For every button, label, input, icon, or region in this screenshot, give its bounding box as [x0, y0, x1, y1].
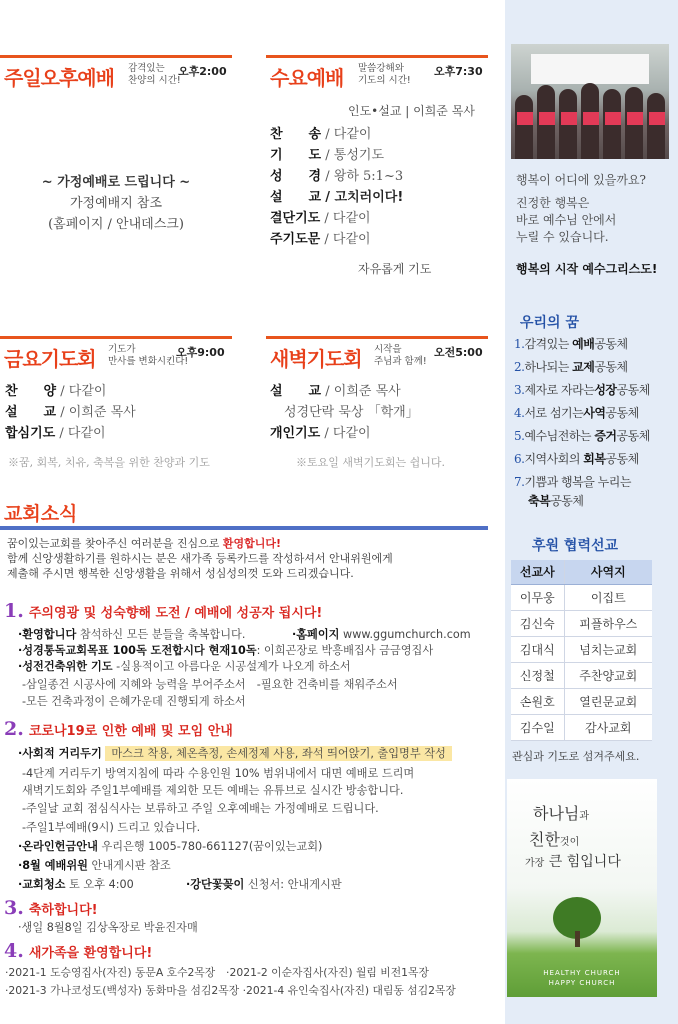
column-header: 사역지 [564, 560, 652, 584]
dream-item [514, 405, 639, 422]
order-value: / 통성기도 [325, 148, 385, 163]
news-item [18, 858, 171, 873]
order-label: 합심기도 [5, 426, 56, 441]
item-text: 우리은행 1005-780-661127(꿈이있는교회) [97, 840, 323, 853]
news-item: ·생일 8월8일 김상옥장로 박윤진자매 [18, 921, 198, 934]
poster-word: 큰 힘입니다 [548, 854, 621, 870]
photo-gift [605, 112, 621, 125]
divider [266, 336, 488, 339]
dream-item [514, 474, 631, 491]
cell: 주찬양교회 [564, 662, 652, 688]
dream-item [514, 428, 650, 445]
photo-gift [649, 112, 665, 125]
sunday-time: 오후2:00 [178, 65, 227, 78]
dream-keyword: 축복 [528, 494, 551, 508]
dream-title: 우리의 꿈 [520, 315, 579, 331]
poster-particle: 가장 [525, 858, 545, 869]
prayer-request: 관심과 기도로 섬겨주세요. [512, 750, 640, 763]
photo-person [647, 93, 665, 159]
order-label: 기 도 [270, 148, 322, 163]
dream-keyword: 성장 [594, 383, 617, 397]
photo-gift [517, 112, 533, 125]
dawn-order [270, 381, 419, 444]
item-label: ·홈페이지 [292, 628, 340, 641]
poster-caption: HEALTHY CHURCH [543, 969, 621, 977]
section-number: 4. [4, 940, 24, 962]
dawn-note: ※토요일 새벽기도회는 쉽니다. [296, 456, 446, 469]
news-item [18, 839, 322, 854]
dream-text: 감격있는 [524, 337, 573, 351]
table-row [511, 610, 652, 636]
order-value: / 이희준 목사 [325, 384, 401, 399]
order-value: / 다같이 [60, 384, 107, 399]
photo-gift [583, 112, 599, 125]
dream-text: 서로 섬기는 [524, 406, 584, 420]
dream-number: 2. [514, 360, 525, 374]
item-label: ·환영합니다 [18, 628, 77, 641]
sunday-subtitle: 감격있는 찬양의 시간! [128, 63, 181, 86]
dream-text: 예수님전하는 [524, 429, 595, 443]
news-item: -4단계 거리두기 방역지침에 따라 수용인원 10% 범위내에서 대면 예배로 드리며 [22, 767, 415, 780]
friday-note: ※꿈, 회복, 치유, 축복을 위한 찬양과 기도 [8, 456, 210, 469]
dream-text: 공동체 [605, 406, 639, 420]
news-item: 새벽기도회와 주일1부예배를 제외한 모든 예배는 유튜브로 실시간 방송합니다. [22, 784, 404, 797]
cell: 열린문교회 [564, 688, 652, 714]
poster-word: 친한 [529, 830, 560, 849]
dream-item [514, 359, 628, 376]
friday-title: 금요기도회 [4, 347, 96, 371]
photo-gift [627, 112, 643, 125]
item-label: ·온라인헌금안내 [18, 840, 98, 853]
poster-particle: 것이 [559, 837, 580, 848]
section-title: 주의영광 및 성숙향해 도전 / 예배에 성공자 됩시다! [28, 606, 323, 621]
table-row [511, 636, 652, 662]
table-row [511, 714, 652, 740]
dream-text: 공동체 [616, 383, 650, 397]
section-title: 새가족을 환영합니다! [28, 946, 153, 961]
order-value: / 다같이 [325, 127, 372, 142]
cell: 김수일 [511, 714, 564, 740]
item-text: : 이희곤장로 박흥배집사 금금영집사 [256, 644, 434, 657]
photo-gift [561, 112, 577, 125]
friday-service [0, 336, 232, 376]
dream-item [528, 493, 583, 510]
dream-text: 하나되는 [524, 360, 573, 374]
cell: 신정철 [511, 662, 564, 688]
sunday-line3: (홈페이지 / 안내데스크) [48, 217, 184, 232]
homepage-link[interactable] [292, 627, 471, 642]
dream-number: 1. [514, 337, 525, 351]
cell: 손원호 [511, 688, 564, 714]
news-title: 교회소식 [4, 503, 78, 525]
church-photo [511, 44, 669, 159]
news-item: -삼일종건 시공사에 지혜와 능력을 부어주소서 -필요한 건축비를 채워주소서 [22, 678, 398, 691]
item-text: -실용적이고 아름다운 시공설계가 나오게 하소서 [112, 660, 351, 673]
divider [266, 55, 488, 58]
dawn-service [266, 336, 488, 376]
divider [0, 55, 232, 58]
wednesday-order [270, 124, 403, 250]
sunday-line2: 가정예배지 참조 [69, 196, 163, 211]
mission-table [511, 560, 652, 741]
news-section-2 [4, 718, 233, 740]
dream-item [514, 382, 650, 399]
item-text: www.ggumchurch.com [339, 628, 471, 641]
news-item [18, 627, 245, 642]
dawn-time: 오전5:00 [434, 346, 483, 359]
item-label: ·8월 예배위원 [18, 859, 88, 872]
news-item: -모든 건축과정이 은혜가운데 진행되게 하소서 [22, 695, 246, 708]
dream-keyword: 사역 [583, 406, 606, 420]
dream-text: 제자로 자라는 [524, 383, 595, 397]
poster-line [525, 851, 621, 871]
item-label: ·사회적 거리두기 [18, 747, 102, 760]
order-label: 설 교 [270, 384, 322, 399]
column-header: 선교사 [511, 560, 564, 584]
order-value: / 다같이 [59, 426, 106, 441]
order-label: 주기도문 [270, 232, 321, 247]
item-label: ·성전건축위한 기도 [18, 660, 113, 673]
cell: 이집트 [564, 584, 652, 610]
dream-item [514, 336, 628, 353]
dream-number: 7. [514, 475, 525, 489]
table-row [511, 662, 652, 688]
welcome-line: 함께 신앙생활하기를 원하시는 분은 새가족 등록카드를 작성하셔서 안내위원에게 [7, 552, 393, 565]
order-value: 성경단락 묵상 「학개」 [284, 405, 419, 420]
order-label: 설 교 [5, 405, 57, 420]
dream-number: 4. [514, 406, 525, 420]
wednesday-leader: 인도•설교 | 이희준 목사 [348, 104, 475, 118]
item-text: 참석하신 모든 분들을 축복합니다. [76, 628, 246, 641]
section-title: 코로나19로 인한 예배 및 모임 안내 [28, 724, 233, 739]
photo-gift [539, 112, 555, 125]
photo-banner [531, 54, 649, 84]
dream-text: 공동체 [605, 452, 639, 466]
news-item: ·2021-1 도승영집사(자진) 동문A 호수2목장 ·2021-2 이순자집사(자진) 월림 비전1목장 [5, 966, 429, 979]
order-value: / 다같이 [324, 211, 371, 226]
news-item: -주일1부예배(9시) 드리고 있습니다. [22, 821, 201, 834]
order-value: / 이희준 목사 [60, 405, 136, 420]
news-divider [0, 526, 488, 530]
friday-subtitle: 기도가 만사를 변화시킨다! [108, 344, 189, 367]
cell: 김신숙 [511, 610, 564, 636]
dream-keyword: 회복 [583, 452, 606, 466]
news-item [18, 643, 433, 658]
cell: 감사교회 [564, 714, 652, 740]
distance-highlight: 마스크 착용, 체온측정, 손세정제 사용, 좌석 띄어앉기, 출입명부 작성 [105, 746, 451, 761]
dream-text: 지역사회의 [524, 452, 584, 466]
cell: 피플하우스 [564, 610, 652, 636]
welcome-line: 꿈이있는교회를 찾아주신 여러분을 진심으로 [7, 537, 223, 550]
happy-answer: 진정한 행복은 바로 예수님 안에서 누릴 수 있습니다. [516, 196, 617, 244]
item-label: ·성경통독교회목표 100독 도전합시다 현재10독 [18, 644, 257, 657]
table-header-row [511, 560, 652, 584]
mission-title: 후원 협력선교 [532, 538, 619, 554]
wednesday-title: 수요예배 [270, 66, 344, 90]
item-label: ·교회청소 [18, 878, 66, 891]
order-value: / 다같이 [324, 232, 371, 247]
poster-line [533, 801, 589, 824]
news-section-3 [4, 897, 98, 919]
poster-line [529, 827, 579, 850]
cell: 이무웅 [511, 584, 564, 610]
news-item [18, 877, 134, 892]
poster-word: 하나님 [533, 804, 580, 823]
news-item [18, 659, 351, 674]
sunday-line1: ~ 가정예배로 드립니다 ~ [41, 175, 191, 190]
order-label: 개인기도 [270, 426, 321, 441]
sunday-service [0, 55, 232, 95]
cell: 김대식 [511, 636, 564, 662]
item-text: 신청서: 안내게시판 [244, 878, 342, 891]
news-item: ·2021-3 가나코성도(백성자) 동화마을 섬김2목장 ·2021-4 유인숙집사(자진) 대림동 섬김2목장 [5, 984, 456, 997]
photo-person [515, 95, 533, 159]
order-value: / 다같이 [324, 426, 371, 441]
wednesday-subtitle: 말씀강해와 기도의 시간! [358, 63, 411, 86]
sunday-title: 주일오후예배 [4, 66, 114, 90]
divider [0, 336, 232, 339]
friday-order [5, 381, 136, 444]
poster-caption: HAPPY CHURCH [548, 979, 616, 987]
cell: 넘치는교회 [564, 636, 652, 662]
dream-text: 기쁨과 행복을 누리는 [524, 475, 631, 489]
dream-keyword: 증거 [594, 429, 617, 443]
welcome-line: 제출해 주시면 행복한 신앙생활을 위해서 성심성의껏 도와 드리겠습니다. [7, 567, 354, 580]
order-label: 성 경 [270, 169, 322, 184]
order-value: / 왕하 5:1~3 [325, 169, 404, 184]
order-label: 설 교 [270, 190, 322, 205]
table-row [511, 584, 652, 610]
order-label: 결단기도 [270, 211, 321, 226]
table-row [511, 688, 652, 714]
item-text: 안내게시판 참조 [87, 859, 171, 872]
news-section-4 [4, 940, 152, 962]
dream-text: 공동체 [594, 360, 628, 374]
section-number: 2. [4, 718, 24, 740]
poster-particle: 과 [579, 811, 590, 822]
news-item [18, 746, 452, 761]
item-text: 토 오후 4:00 [65, 878, 134, 891]
dream-number: 5. [514, 429, 525, 443]
wednesday-service [266, 55, 488, 95]
friday-time: 오후9:00 [176, 346, 225, 359]
item-label: ·강단꽃꽂이 [186, 878, 245, 891]
dream-text: 공동체 [616, 429, 650, 443]
news-section-1 [4, 600, 322, 622]
order-value: / 고치러이다! [325, 190, 404, 205]
tree-trunk [575, 931, 580, 947]
dream-keyword: 교제 [572, 360, 595, 374]
poster-image [507, 779, 657, 997]
news-item: -주일날 교회 점심식사는 보류하고 주일 오후예배는 가정예배로 드립니다. [22, 802, 379, 815]
dream-number: 3. [514, 383, 525, 397]
news-item [186, 877, 342, 892]
section-title: 축하합니다! [28, 903, 98, 918]
dream-number: 6. [514, 452, 525, 466]
dream-keyword: 예배 [572, 337, 595, 351]
dream-item [514, 451, 639, 468]
dawn-subtitle: 시작을 주님과 함께! [374, 344, 427, 367]
section-number: 1. [4, 600, 24, 622]
welcome-text [7, 536, 497, 581]
wednesday-time: 오후7:30 [434, 65, 483, 78]
order-label: 찬 송 [270, 127, 322, 142]
dream-text: 공동체 [550, 494, 584, 508]
dream-text: 공동체 [594, 337, 628, 351]
section-number: 3. [4, 897, 24, 919]
dawn-title: 새벽기도회 [270, 347, 362, 371]
welcome-highlight: 환영합니다! [222, 537, 282, 550]
happy-question: 행복이 어디에 있을까요? [516, 173, 646, 187]
wednesday-closing: 자유롭게 기도 [358, 262, 432, 276]
order-label: 찬 양 [5, 384, 57, 399]
happy-slogan: 행복의 시작 예수그리스도! [516, 262, 658, 276]
